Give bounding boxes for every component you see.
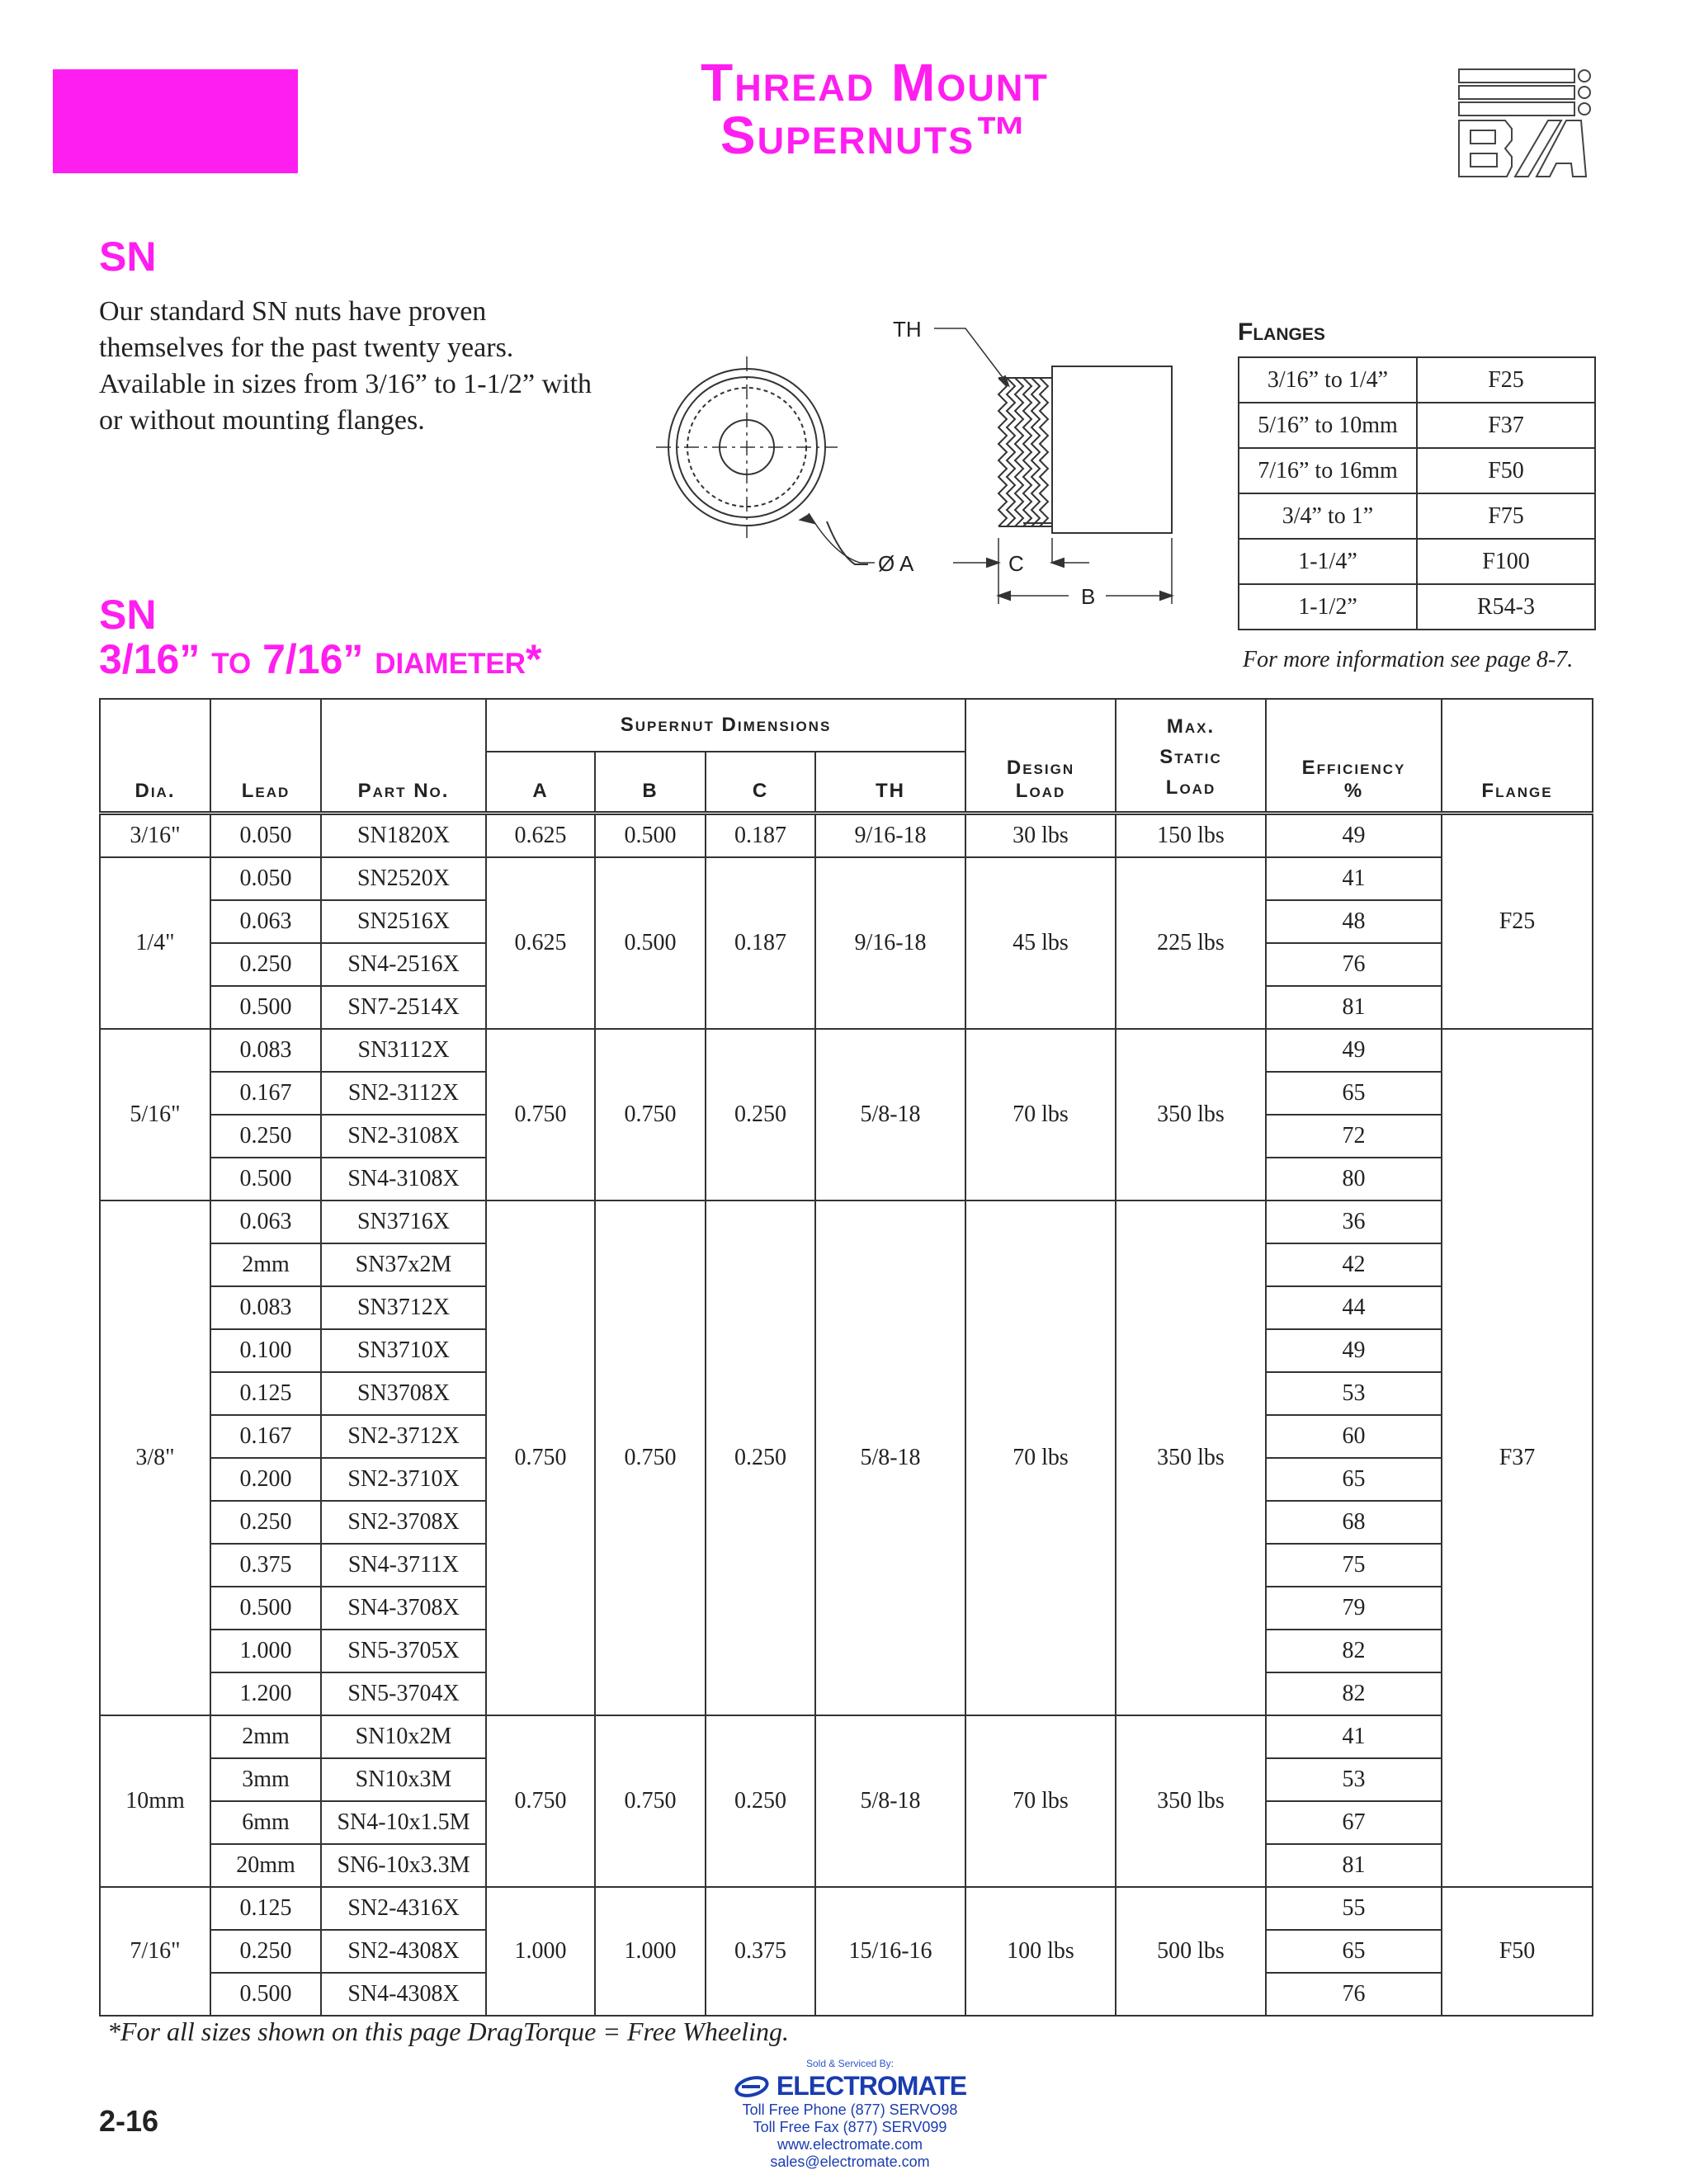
electromate-block [726,2058,974,2171]
part-no-cell: SN4-4308X [321,1973,486,2016]
dim-a-cell: 0.750 [486,1029,595,1200]
part-no-cell: SN3710X [321,1329,486,1372]
flange-row [1239,448,1595,493]
flange-code-cell: F37 [1417,403,1595,448]
part-no-cell: SN3112X [321,1029,486,1072]
dim-th-cell: 9/16-18 [815,813,965,857]
lead-cell: 0.250 [210,1501,321,1544]
label-a: Ø A [878,551,914,576]
part-no-cell: SN4-3708X [321,1587,486,1630]
flange-cell: F37 [1442,1029,1593,1887]
lead-cell: 0.050 [210,857,321,900]
part-no-cell: SN7-2514X [321,986,486,1029]
flange-code-cell: F100 [1417,539,1595,584]
label-c: C [1008,551,1024,576]
table-row [100,1200,1593,1243]
flange-size-cell: 3/4” to 1” [1239,493,1417,539]
table-row [100,1887,1593,1930]
dim-a-cell: 0.625 [486,813,595,857]
section-heading-line2: 3/16” to 7/16” diameter* [99,636,542,682]
efficiency-cell: 81 [1266,986,1442,1029]
part-no-cell: SN2-3112X [321,1072,486,1115]
dim-b-cell: 0.750 [595,1715,706,1887]
flange-size-cell: 1-1/4” [1239,539,1417,584]
flange-size-cell: 7/16” to 16mm [1239,448,1417,493]
design-load-cell: 70 lbs [965,1029,1116,1200]
header-design-load-line2: Load [1015,779,1066,802]
lead-cell: 0.167 [210,1415,321,1458]
efficiency-cell: 48 [1266,900,1442,943]
efficiency-cell: 55 [1266,1887,1442,1930]
dim-b-cell: 1.000 [595,1887,706,2016]
design-load-cell: 70 lbs [965,1715,1116,1887]
dia-cell: 3/16" [100,813,210,857]
part-no-cell: SN37x2M [321,1243,486,1286]
efficiency-cell: 82 [1266,1630,1442,1672]
efficiency-cell: 53 [1266,1758,1442,1801]
efficiency-cell: 49 [1266,1029,1442,1072]
lead-cell: 0.063 [210,1200,321,1243]
table-row [100,1715,1593,1758]
header-efficiency-line2: % [1343,779,1364,802]
part-no-cell: SN5-3704X [321,1672,486,1715]
label-b: B [1081,584,1096,609]
dim-th-cell: 5/8-18 [815,1715,965,1887]
nut-body-rect [1052,366,1172,533]
dim-th-cell: 9/16-18 [815,857,965,1029]
dim-c-cell: 0.250 [706,1200,815,1715]
dim-b-cell: 0.750 [595,1200,706,1715]
header-max-static-line1: Max. [1166,715,1216,738]
lead-cell: 0.063 [210,900,321,943]
lead-cell: 0.500 [210,1587,321,1630]
dim-th-cell: 5/8-18 [815,1200,965,1715]
part-no-cell: SN2-3712X [321,1415,486,1458]
dim-a-cell: 0.750 [486,1200,595,1715]
max-static-load-cell: 350 lbs [1116,1200,1266,1715]
flange-row [1239,403,1595,448]
part-no-cell: SN2-3708X [321,1501,486,1544]
section-heading-line1: SN [99,592,157,638]
part-no-cell: SN2516X [321,900,486,943]
electromate-phone: Toll Free Phone (877) SERVO98 [742,2101,958,2118]
efficiency-cell: 75 [1266,1544,1442,1587]
efficiency-cell: 68 [1266,1501,1442,1544]
efficiency-cell: 49 [1266,813,1442,857]
header-part-no: Part No. [321,699,486,813]
part-no-cell: SN4-3108X [321,1158,486,1200]
flanges-table [1238,356,1596,630]
efficiency-cell: 76 [1266,1973,1442,2016]
flange-row [1239,493,1595,539]
lead-cell: 1.200 [210,1672,321,1715]
header-b: B [595,752,706,813]
dim-c-cell: 0.250 [706,1029,815,1200]
part-no-cell: SN3708X [321,1372,486,1415]
dia-cell: 7/16" [100,1887,210,2016]
lead-cell: 0.083 [210,1286,321,1329]
page-title [462,53,1287,165]
flange-size-cell: 3/16” to 1/4” [1239,357,1417,403]
page-number: 2-16 [99,2104,159,2138]
header-th: TH [815,752,965,813]
max-static-load-cell: 350 lbs [1116,1715,1266,1887]
dim-c-cell: 0.187 [706,857,815,1029]
design-load-cell: 70 lbs [965,1200,1116,1715]
efficiency-cell: 67 [1266,1801,1442,1844]
efficiency-cell: 41 [1266,857,1442,900]
electromate-web[interactable]: www.electromate.com [777,2136,923,2153]
electromate-brand-text: ELECTROMATE [776,2071,967,2101]
lead-cell: 2mm [210,1243,321,1286]
dim-th-cell: 5/8-18 [815,1029,965,1200]
lead-cell: 6mm [210,1801,321,1844]
dim-b-cell: 0.750 [595,1029,706,1200]
lead-cell: 0.375 [210,1544,321,1587]
efficiency-cell: 76 [1266,943,1442,986]
part-no-cell: SN10x3M [321,1758,486,1801]
dim-a-cell: 0.625 [486,857,595,1029]
dim-th-cell: 15/16-16 [815,1887,965,2016]
efficiency-cell: 80 [1266,1158,1442,1200]
flange-size-cell: 1-1/2” [1239,584,1417,630]
max-static-load-cell: 500 lbs [1116,1887,1266,2016]
label-th: TH [893,317,922,342]
part-no-cell: SN3716X [321,1200,486,1243]
design-load-cell: 45 lbs [965,857,1116,1029]
lead-cell: 0.083 [210,1029,321,1072]
part-no-cell: SN2-4316X [321,1887,486,1930]
flange-code-cell: R54-3 [1417,584,1595,630]
header-c: C [706,752,815,813]
section-heading [99,592,542,682]
bsa-logo [1457,68,1594,180]
part-no-cell: SN6-10x3.3M [321,1844,486,1887]
max-static-load-cell: 225 lbs [1116,857,1266,1029]
table-row [100,1029,1593,1072]
lead-cell: 0.100 [210,1329,321,1372]
part-no-cell: SN5-3705X [321,1630,486,1672]
efficiency-cell: 53 [1266,1372,1442,1415]
part-no-cell: SN4-10x1.5M [321,1801,486,1844]
part-no-cell: SN2520X [321,857,486,900]
electromate-fax: Toll Free Fax (877) SERV099 [753,2119,947,2135]
flanges-title: Flanges [1238,318,1325,346]
lead-cell: 0.125 [210,1887,321,1930]
dim-a-cell: 0.750 [486,1715,595,1887]
electromate-brand [726,2071,974,2101]
header-lead: Lead [210,699,321,813]
part-no-cell: SN3712X [321,1286,486,1329]
supernut-diagram [644,307,1188,612]
efficiency-cell: 49 [1266,1329,1442,1372]
part-no-cell: SN4-3711X [321,1544,486,1587]
lead-cell: 0.250 [210,1115,321,1158]
dim-b-cell: 0.500 [595,857,706,1029]
efficiency-cell: 72 [1266,1115,1442,1158]
page-title-line2: Supernuts™ [720,106,1030,165]
supernut-spec-table [99,698,1593,2017]
dia-cell: 3/8" [100,1200,210,1715]
lead-cell: 20mm [210,1844,321,1887]
table-row [100,857,1593,900]
efficiency-cell: 44 [1266,1286,1442,1329]
footnote: *For all sizes shown on this page DragTorque = Free Wheeling. [107,2017,790,2046]
electromate-email[interactable]: sales@electromate.com [770,2153,930,2170]
flange-row [1239,357,1595,403]
intro-heading: SN [99,233,157,280]
page-title-line1: Thread Mount [701,53,1049,112]
header-max-static-line2: Static [1159,745,1222,768]
magenta-header-block [53,69,298,173]
electromate-sold-by: Sold & Serviced By: [805,2058,895,2069]
lead-cell: 0.500 [210,1158,321,1200]
lead-cell: 1.000 [210,1630,321,1672]
max-static-load-cell: 350 lbs [1116,1029,1266,1200]
flange-size-cell: 5/16” to 10mm [1239,403,1417,448]
lead-cell: 0.500 [210,1973,321,2016]
header-efficiency-line1: Efficiency [1301,756,1406,779]
part-no-cell: SN10x2M [321,1715,486,1758]
header-max-static-line3: Load [1165,776,1216,799]
design-load-cell: 30 lbs [965,813,1116,857]
design-load-cell: 100 lbs [965,1887,1116,2016]
lead-cell: 3mm [210,1758,321,1801]
intro-text: Our standard SN nuts have proven themselves for the past twenty years. Available in sizes from 3/16” to 1-1/2” with or without mounting flanges. [99,296,592,436]
efficiency-cell: 41 [1266,1715,1442,1758]
header-a: A [486,752,595,813]
lead-cell: 0.250 [210,1930,321,1973]
part-no-cell: SN2-3108X [321,1115,486,1158]
lead-cell: 0.167 [210,1072,321,1115]
dia-cell: 1/4" [100,857,210,1029]
dim-c-cell: 0.250 [706,1715,815,1887]
lead-cell: 0.250 [210,943,321,986]
max-static-load-cell: 150 lbs [1116,813,1266,857]
header-flange: Flange [1442,699,1593,813]
efficiency-cell: 81 [1266,1844,1442,1887]
efficiency-cell: 65 [1266,1072,1442,1115]
header-dia: Dia. [100,699,210,813]
header-efficiency [1266,699,1442,813]
efficiency-cell: 65 [1266,1930,1442,1973]
dim-b-cell: 0.500 [595,813,706,857]
electromate-logo-icon [734,2076,770,2097]
dia-cell: 5/16" [100,1029,210,1200]
dia-cell: 10mm [100,1715,210,1887]
header-design-load-line1: Design [1006,756,1075,779]
part-no-cell: SN2-3710X [321,1458,486,1501]
dim-a-cell: 1.000 [486,1887,595,2016]
flange-cell: F25 [1442,813,1593,1029]
header-max-static-load [1116,699,1266,813]
table-row [100,813,1593,857]
lead-cell: 0.200 [210,1458,321,1501]
efficiency-cell: 60 [1266,1415,1442,1458]
part-no-cell: SN1820X [321,813,486,857]
header-design-load [965,699,1116,813]
header-supernut-dimensions: Supernut Dimensions [486,699,965,752]
flanges-note: For more information see page 8-7. [1243,647,1574,672]
lead-cell: 2mm [210,1715,321,1758]
efficiency-cell: 79 [1266,1587,1442,1630]
flange-code-cell: F25 [1417,357,1595,403]
lead-cell: 0.500 [210,986,321,1029]
efficiency-cell: 65 [1266,1458,1442,1501]
efficiency-cell: 42 [1266,1243,1442,1286]
dim-c-cell: 0.187 [706,813,815,857]
dim-c-cell: 0.375 [706,1887,815,2016]
flange-cell: F50 [1442,1887,1593,2016]
efficiency-cell: 82 [1266,1672,1442,1715]
lead-cell: 0.050 [210,813,321,857]
efficiency-cell: 36 [1266,1200,1442,1243]
flange-row [1239,539,1595,584]
flange-code-cell: F50 [1417,448,1595,493]
part-no-cell: SN2-4308X [321,1930,486,1973]
flange-row [1239,584,1595,630]
lead-cell: 0.125 [210,1372,321,1415]
part-no-cell: SN4-2516X [321,943,486,986]
flange-code-cell: F75 [1417,493,1595,539]
